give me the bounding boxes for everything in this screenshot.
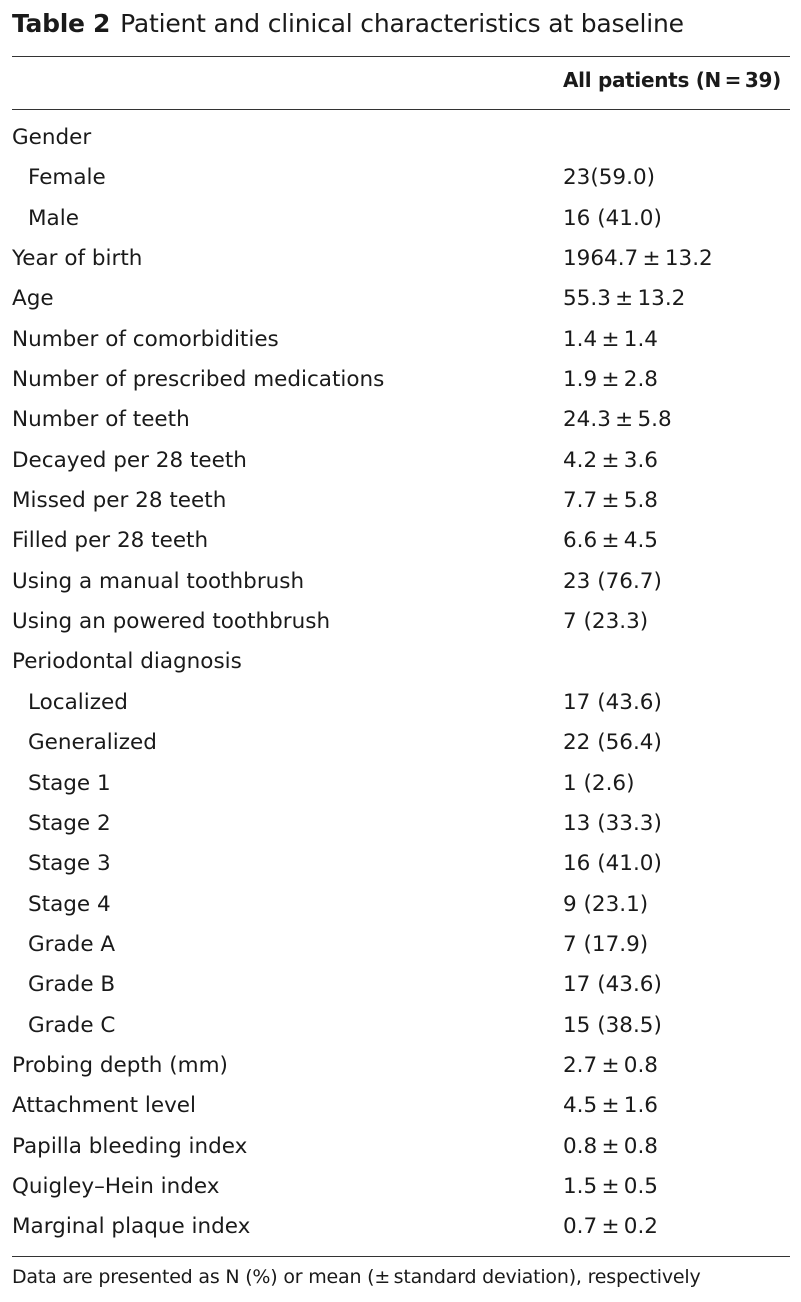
row-value: 24.3 ± 5.8 xyxy=(563,407,672,433)
table-row xyxy=(12,925,790,965)
table-row xyxy=(12,642,790,682)
table-row xyxy=(12,279,790,319)
table-row xyxy=(12,1207,790,1247)
row-label: Stage 3 xyxy=(28,851,111,877)
row-label: Female xyxy=(28,165,106,191)
table-row xyxy=(12,1086,790,1126)
row-label: Localized xyxy=(28,689,128,715)
row-label: Year of birth xyxy=(12,246,143,272)
row-value: 1.5 ± 0.5 xyxy=(563,1173,658,1199)
row-value: 1964.7 ± 13.2 xyxy=(563,246,713,272)
table-row xyxy=(12,683,790,723)
table-row xyxy=(12,481,790,521)
row-value: 7 (17.9) xyxy=(563,931,649,957)
table-row xyxy=(12,1127,790,1167)
row-value: 23 (76.7) xyxy=(563,568,662,594)
table-row xyxy=(12,360,790,400)
row-label: Using an powered toothbrush xyxy=(12,609,331,635)
row-label: Decayed per 28 teeth xyxy=(12,447,247,473)
row-value: 1.9 ± 2.8 xyxy=(563,367,658,393)
header-rule xyxy=(12,109,790,110)
table-row xyxy=(12,723,790,763)
row-value: 17 (43.6) xyxy=(563,689,662,715)
row-label: Grade B xyxy=(28,972,116,998)
row-value: 23(59.0) xyxy=(563,165,656,191)
table-row xyxy=(12,441,790,481)
row-label: Using a manual toothbrush xyxy=(12,568,305,594)
table-row xyxy=(12,562,790,602)
row-label: Generalized xyxy=(28,730,157,756)
row-value: 16 (41.0) xyxy=(563,851,662,877)
table-row xyxy=(12,118,790,158)
row-label: Age xyxy=(12,286,54,312)
table-row xyxy=(12,158,790,198)
row-value: 4.5 ± 1.6 xyxy=(563,1093,658,1119)
row-label: Number of teeth xyxy=(12,407,190,433)
row-value: 0.7 ± 0.2 xyxy=(563,1214,658,1240)
table-title xyxy=(12,6,684,42)
table-row xyxy=(12,400,790,440)
column-header-all-patients: All patients (N = 39) xyxy=(563,68,781,92)
top-rule xyxy=(12,56,790,57)
row-value: 13 (33.3) xyxy=(563,810,662,836)
row-label: Number of prescribed medications xyxy=(12,367,385,393)
row-value: 7.7 ± 5.8 xyxy=(563,488,658,514)
row-value: 1 (2.6) xyxy=(563,770,635,796)
row-value: 15 (38.5) xyxy=(563,1012,662,1038)
row-label: Missed per 28 teeth xyxy=(12,488,227,514)
row-value: 55.3 ± 13.2 xyxy=(563,286,686,312)
table-row xyxy=(12,521,790,561)
table-row xyxy=(12,885,790,925)
row-value: 4.2 ± 3.6 xyxy=(563,447,658,473)
row-label: Number of comorbidities xyxy=(12,326,279,352)
row-label: Probing depth (mm) xyxy=(12,1052,228,1078)
row-label: Stage 4 xyxy=(28,891,111,917)
table-row xyxy=(12,320,790,360)
row-value: 22 (56.4) xyxy=(563,730,662,756)
row-value: 17 (43.6) xyxy=(563,972,662,998)
row-label: Periodontal diagnosis xyxy=(12,649,242,675)
table-row xyxy=(12,844,790,884)
table-label: Table 2 xyxy=(12,9,111,38)
row-value: 16 (41.0) xyxy=(563,205,662,231)
row-value: 0.8 ± 0.8 xyxy=(563,1133,658,1159)
table-row xyxy=(12,1167,790,1207)
table-row xyxy=(12,804,790,844)
row-label: Stage 2 xyxy=(28,810,111,836)
table-row xyxy=(12,199,790,239)
row-label: Gender xyxy=(12,125,92,150)
table-row xyxy=(12,239,790,279)
table-row xyxy=(12,764,790,804)
row-value: 7 (23.3) xyxy=(563,609,649,635)
row-value: 1.4 ± 1.4 xyxy=(563,326,658,352)
row-label: Stage 1 xyxy=(28,770,111,796)
row-label: Papilla bleeding index xyxy=(12,1133,248,1159)
row-label: Grade A xyxy=(28,931,116,957)
table-caption: Patient and clinical characteristics at baseline xyxy=(120,9,684,38)
row-value: 6.6 ± 4.5 xyxy=(563,528,658,554)
table-row xyxy=(12,965,790,1005)
row-label: Grade C xyxy=(28,1012,116,1038)
row-label: Quigley–Hein index xyxy=(12,1173,220,1199)
row-value: 9 (23.1) xyxy=(563,891,649,917)
bottom-rule xyxy=(12,1256,790,1257)
row-label: Male xyxy=(28,205,79,231)
table-row xyxy=(12,1046,790,1086)
row-label: Marginal plaque index xyxy=(12,1214,251,1240)
row-label: Filled per 28 teeth xyxy=(12,528,209,554)
table-footnote: Data are presented as N (%) or mean (± standard deviation), respectively xyxy=(12,1266,701,1288)
row-label: Attachment level xyxy=(12,1093,196,1119)
table-row xyxy=(12,602,790,642)
table-body xyxy=(12,118,790,1248)
row-value: 2.7 ± 0.8 xyxy=(563,1052,658,1078)
table-row xyxy=(12,1006,790,1046)
